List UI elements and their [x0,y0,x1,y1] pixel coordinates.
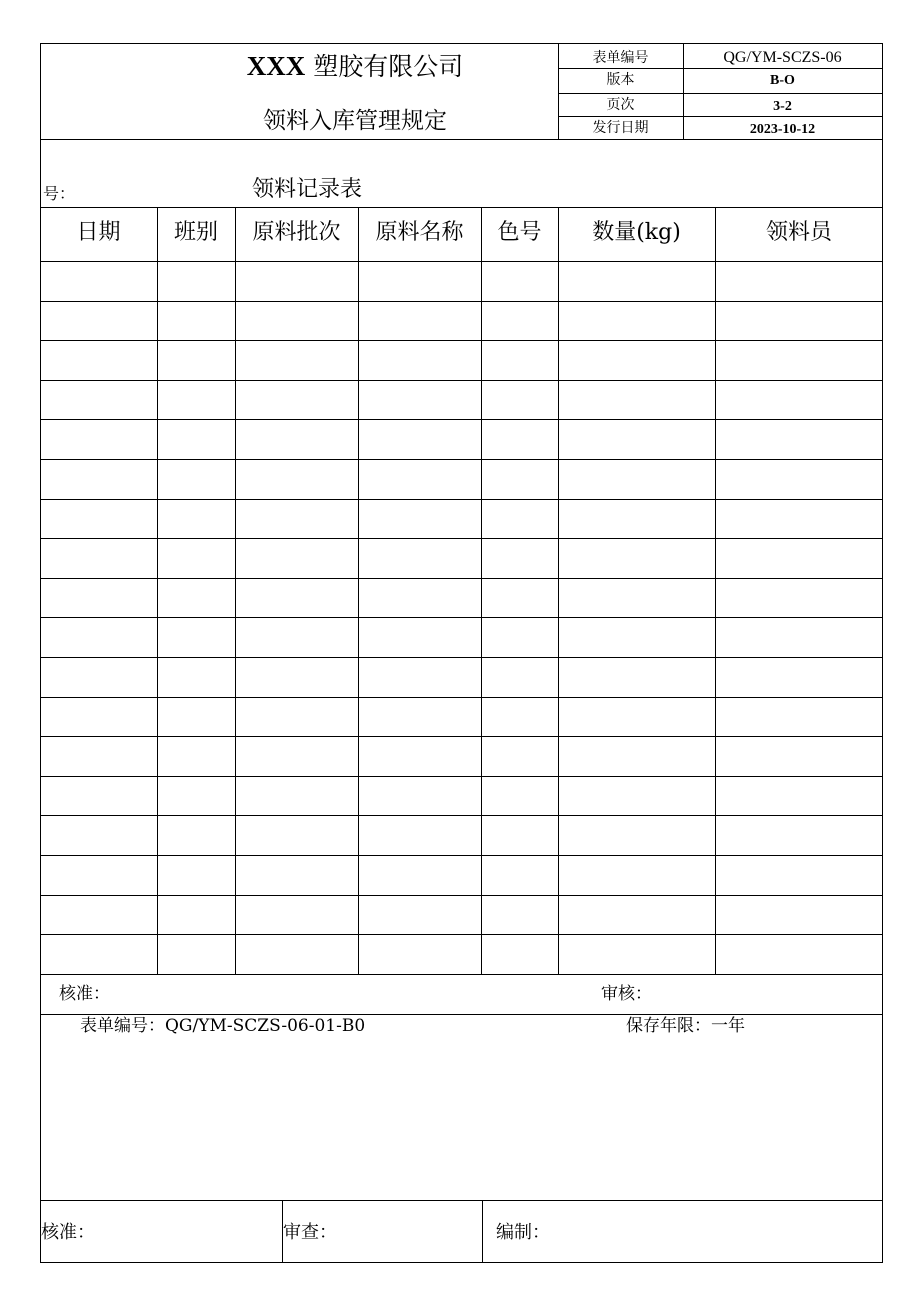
signature-divider [482,1200,483,1263]
record-title: 领料记录表 [252,177,363,202]
table-row [40,697,883,698]
signature-compile: 编制： [496,1222,550,1243]
document-title: 领料入库管理规定 [263,108,447,134]
table-row [40,419,883,420]
table-row [40,578,883,579]
table-row [40,895,883,896]
table-row [40,538,883,539]
record-number-label: 号： [43,184,76,203]
header-row-rule [40,261,883,262]
meta-label-page: 页次 [606,97,635,113]
header-bottom-rule [40,139,883,140]
table-bottom-rule [40,974,883,975]
column-header: 数量(kg) [592,220,681,245]
review-label: 审核： [601,984,652,1004]
table-row [40,934,883,935]
table-row [40,815,883,816]
table-row [40,380,883,381]
meta-value-page: 3-2 [773,99,792,114]
column-header: 班别 [173,220,218,245]
column-divider [235,207,236,974]
column-header: 色号 [497,220,542,245]
column-header: 日期 [76,220,121,245]
retention-period: 保存年限：一年 [626,1016,745,1036]
column-divider [481,207,482,974]
meta-label-form-number: 表单编号 [592,50,649,66]
column-header: 领料员 [765,220,832,245]
table-row [40,459,883,460]
form-number-note: 表单编号：QG/YM-SCZS-06-01-B0 [80,1016,366,1036]
meta-label-version: 版本 [606,72,635,88]
meta-value-issue-date: 2023-10-12 [749,122,816,137]
table-row [40,617,883,618]
table-row [40,776,883,777]
table-row [40,499,883,500]
meta-rule [558,93,883,94]
column-divider [358,207,359,974]
column-header: 原料批次 [252,220,341,245]
column-divider [157,207,158,974]
table-row [40,855,883,856]
meta-label-issue-date: 发行日期 [592,120,649,136]
meta-value-form-number: QG/YM-SCZS-06 [723,49,842,66]
column-divider [558,207,559,974]
signature-approve: 核准： [41,1222,95,1243]
meta-value-version: B-O [770,73,795,88]
footer-rule [40,1014,883,1015]
signature-check: 审查： [283,1222,337,1243]
column-header: 原料名称 [375,220,464,245]
table-row [40,301,883,302]
company-name: XXX 塑胶有限公司 [246,51,464,81]
column-divider [715,207,716,974]
approve-label: 核准： [59,984,110,1004]
table-top-rule [40,207,883,208]
table-row [40,736,883,737]
table-row [40,340,883,341]
table-row [40,657,883,658]
signature-top-rule [40,1200,883,1201]
